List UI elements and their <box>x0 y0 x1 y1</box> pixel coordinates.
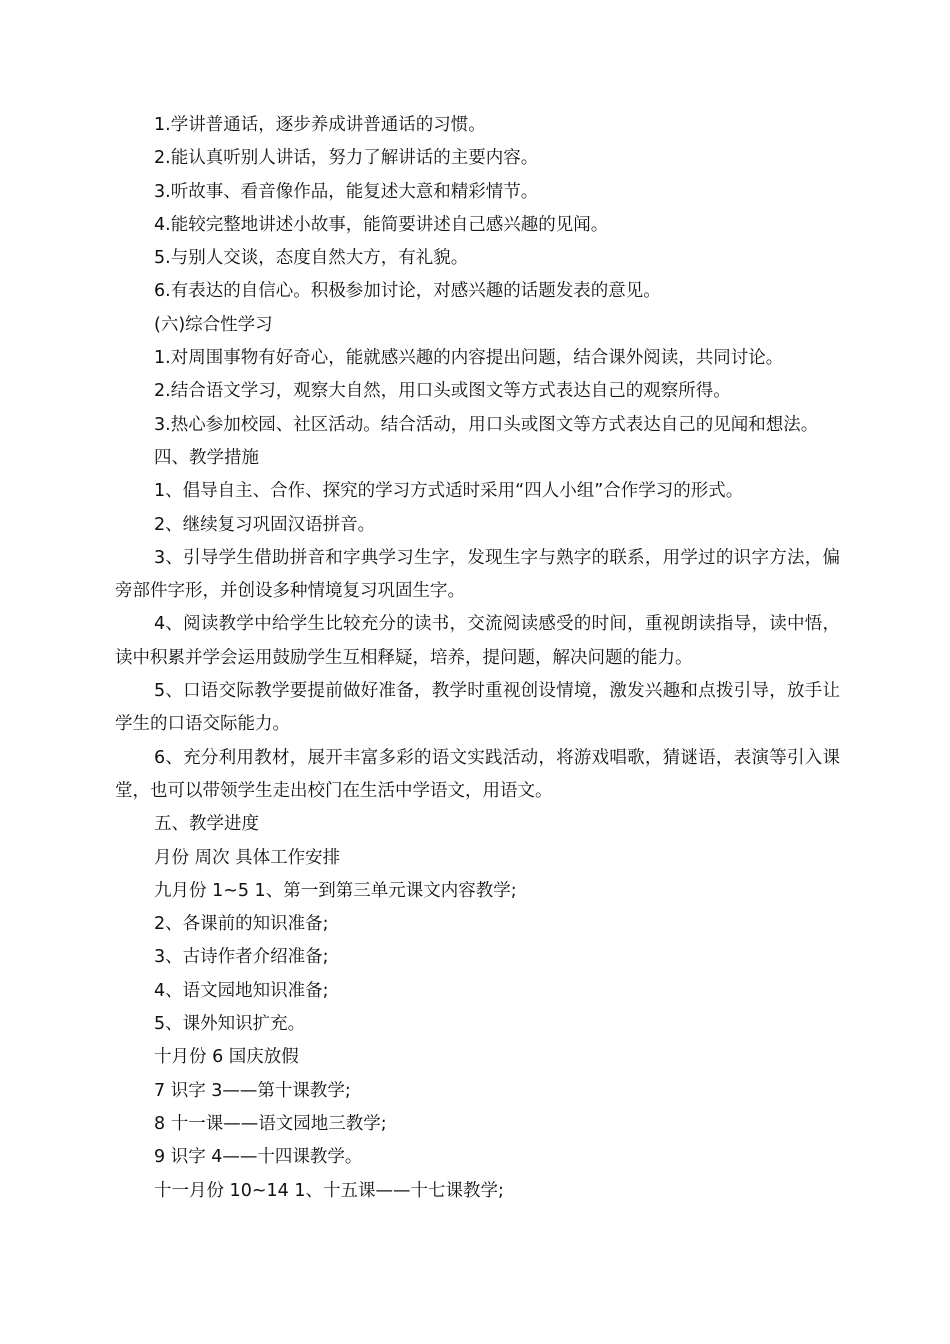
schedule-line: 2、各课前的知识准备; <box>154 914 329 935</box>
paragraph: 2.能认真听别人讲话，努力了解讲话的主要内容。 <box>154 148 539 169</box>
paragraph: 1.对周围事物有好奇心，能就感兴趣的内容提出问题，结合课外阅读，共同讨论。 <box>154 348 784 369</box>
schedule-line: 十月份 6 国庆放假 <box>154 1047 299 1068</box>
paragraph: 2、继续复习巩固汉语拼音。 <box>154 514 376 535</box>
schedule-header: 月份 周次 具体工作安排 <box>154 847 341 868</box>
paragraph: 5.与别人交谈，态度自然大方，有礼貌。 <box>154 248 469 269</box>
paragraph: 3.热心参加校园、社区活动。结合活动，用口头或图文等方式表达自己的见闻和想法。 <box>154 414 819 435</box>
schedule-line: 8 十一课——语文园地三教学; <box>154 1113 387 1134</box>
section-heading: 五、教学进度 <box>154 814 259 835</box>
schedule-line: 九月份 1~5 1、第一到第三单元课文内容教学; <box>154 880 517 901</box>
schedule-line: 3、古诗作者介绍准备; <box>154 947 329 968</box>
paragraph: 2.结合语文学习，观察大自然，用口头或图文等方式表达自己的观察所得。 <box>154 381 731 402</box>
paragraph: 3.听故事、看音像作品，能复述大意和精彩情节。 <box>154 181 539 202</box>
paragraph: 6.有表达的自信心。积极参加讨论，对感兴趣的话题发表的意见。 <box>154 281 661 302</box>
paragraph: 1、倡导自主、合作、探究的学习方式适时采用“四人小组”合作学习的形式。 <box>154 481 744 502</box>
schedule-line: 9 识字 4——十四课教学。 <box>154 1147 363 1168</box>
schedule-line: 4、语文园地知识准备; <box>154 980 329 1001</box>
document-body <box>115 109 840 1208</box>
schedule-line: 5、课外知识扩充。 <box>154 1014 306 1035</box>
schedule-line: 7 识字 3——第十课教学; <box>154 1080 351 1101</box>
paragraph: 4.能较完整地讲述小故事，能简要讲述自己感兴趣的见闻。 <box>154 214 609 235</box>
paragraph: 5、口语交际教学要提前做好准备，教学时重视创设情境，激发兴趣和点拨引导，放手让学生的口语交际能力。 <box>115 681 840 735</box>
section-heading: (六)综合性学习 <box>154 314 273 335</box>
paragraph: 6、充分利用教材，展开丰富多彩的语文实践活动，将游戏唱歌，猜谜语，表演等引入课堂，也可以带领学生走出校门在生活中学语文，用语文。 <box>115 747 840 801</box>
schedule-line: 十一月份 10~14 1、十五课——十七课教学; <box>154 1180 504 1201</box>
paragraph: 3、引导学生借助拼音和字典学习生字，发现生字与熟字的联系，用学过的识字方法，偏旁部件字形，并创设多种情境复习巩固生字。 <box>115 547 840 602</box>
paragraph: 4、阅读教学中给学生比较充分的读书，交流阅读感受的时间，重视朗读指导，读中悟，读中积累并学会运用鼓励学生互相释疑，培养，提问题，解决问题的能力。 <box>115 614 840 668</box>
paragraph: 1.学讲普通话，逐步养成讲普通话的习惯。 <box>154 115 486 135</box>
section-heading: 四、教学措施 <box>154 447 259 468</box>
